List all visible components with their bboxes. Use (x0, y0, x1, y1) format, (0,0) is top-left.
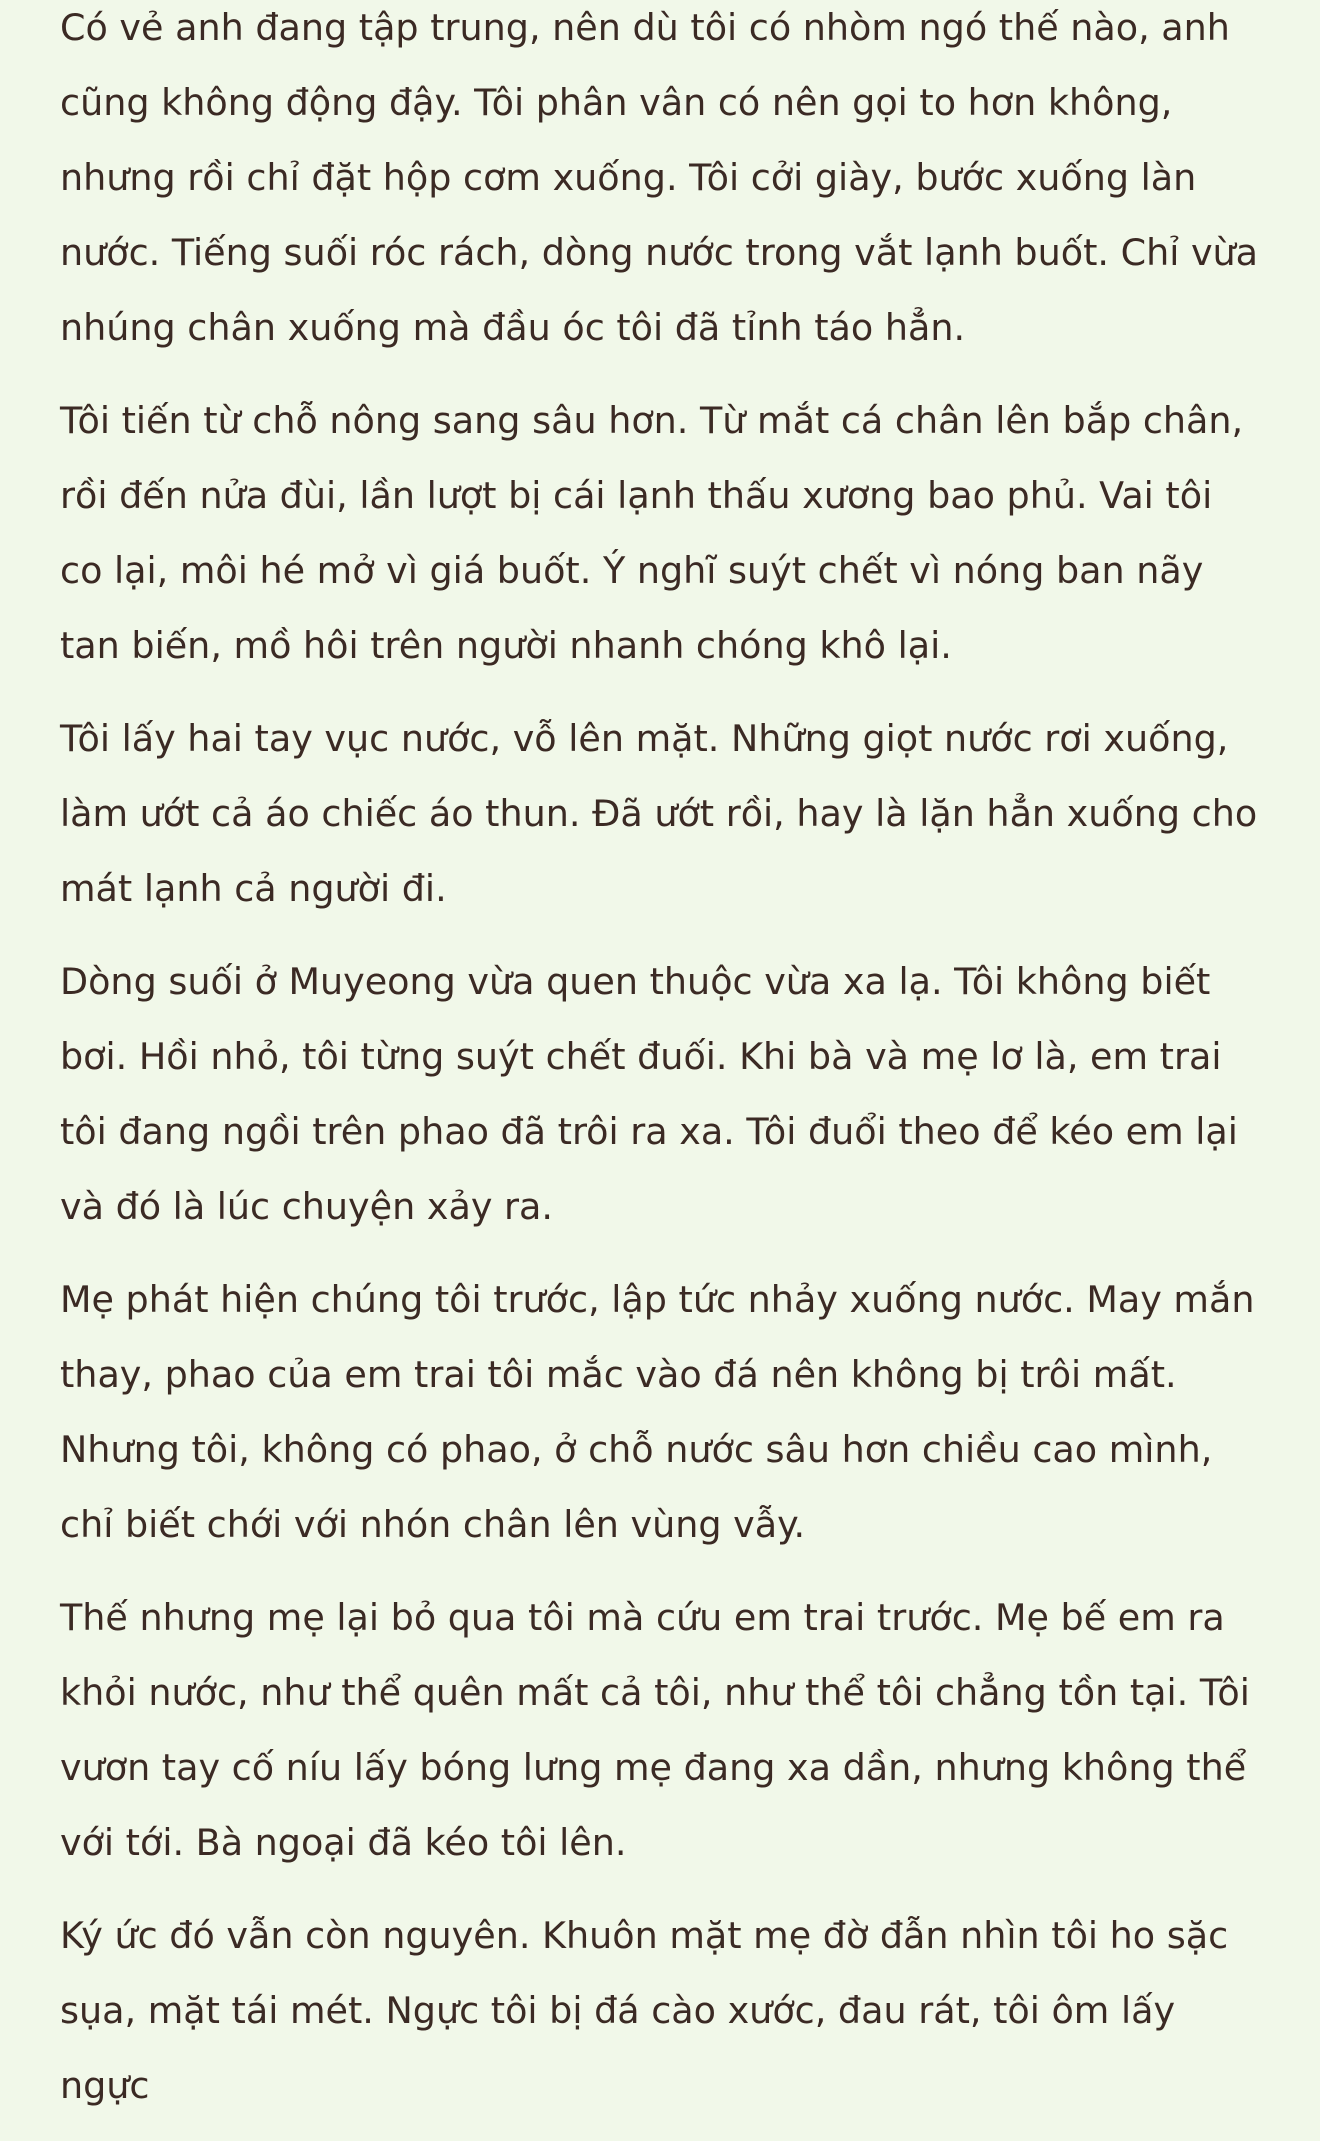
paragraph-2: Tôi tiến từ chỗ nông sang sâu hơn. Từ mắt cá chân lên bắp chân, rồi đến nửa đùi, lần lượt bị cái lạnh thấu xương bao phủ. Vai tôi co lại, môi hé mở vì giá buốt. Ý nghĩ suýt chết vì nóng ban nãy tan biến, mồ hôi trên người nhanh chóng khô lại. (60, 399, 1244, 667)
chapter-body (60, 0, 1265, 2141)
paragraph-4: Dòng suối ở Muyeong vừa quen thuộc vừa xa lạ. Tôi không biết bơi. Hồi nhỏ, tôi từng suýt chết đuối. Khi bà và mẹ lơ là, em trai tôi đang ngồi trên phao đã trôi ra xa. Tôi đuổi theo để kéo em lại và đó là lúc chuyện xảy ra. (60, 960, 1238, 1228)
paragraph-3: Tôi lấy hai tay vục nước, vỗ lên mặt. Những giọt nước rơi xuống, làm ướt cả áo chiếc áo thun. Đã ướt rồi, hay là lặn hẳn xuống cho mát lạnh cả người đi. (60, 717, 1258, 910)
paragraph-5: Mẹ phát hiện chúng tôi trước, lập tức nhảy xuống nước. May mắn thay, phao của em trai tôi mắc vào đá nên không bị trôi mất. Nhưng tôi, không có phao, ở chỗ nước sâu hơn chiều cao mình, chỉ biết chới với nhón chân lên vùng vẫy. (60, 1278, 1255, 1546)
paragraph-6: Thế nhưng mẹ lại bỏ qua tôi mà cứu em trai trước. Mẹ bế em ra khỏi nước, như thể quên mất cả tôi, như thể tôi chẳng tồn tại. Tôi vươn tay cố níu lấy bóng lưng mẹ đang xa dần, nhưng không thể với tới. Bà ngoại đã kéo tôi lên. (60, 1596, 1250, 1864)
paragraph-7: Ký ức đó vẫn còn nguyên. Khuôn mặt mẹ đờ đẫn nhìn tôi ho sặc sụa, mặt tái mét. Ngực tôi bị đá cào xước, đau rát, tôi ôm lấy ngực (60, 1914, 1229, 2107)
paragraph-1: Có vẻ anh đang tập trung, nên dù tôi có nhòm ngó thế nào, anh cũng không động đậy. Tôi phân vân có nên gọi to hơn không, nhưng rồi chỉ đặt hộp cơm xuống. Tôi cởi giày, bước xuống làn nước. Tiếng suối róc rách, dòng nước trong vắt lạnh buốt. Chỉ vừa nhúng chân xuống mà đầu óc tôi đã tỉnh táo hẳn. (60, 6, 1259, 349)
